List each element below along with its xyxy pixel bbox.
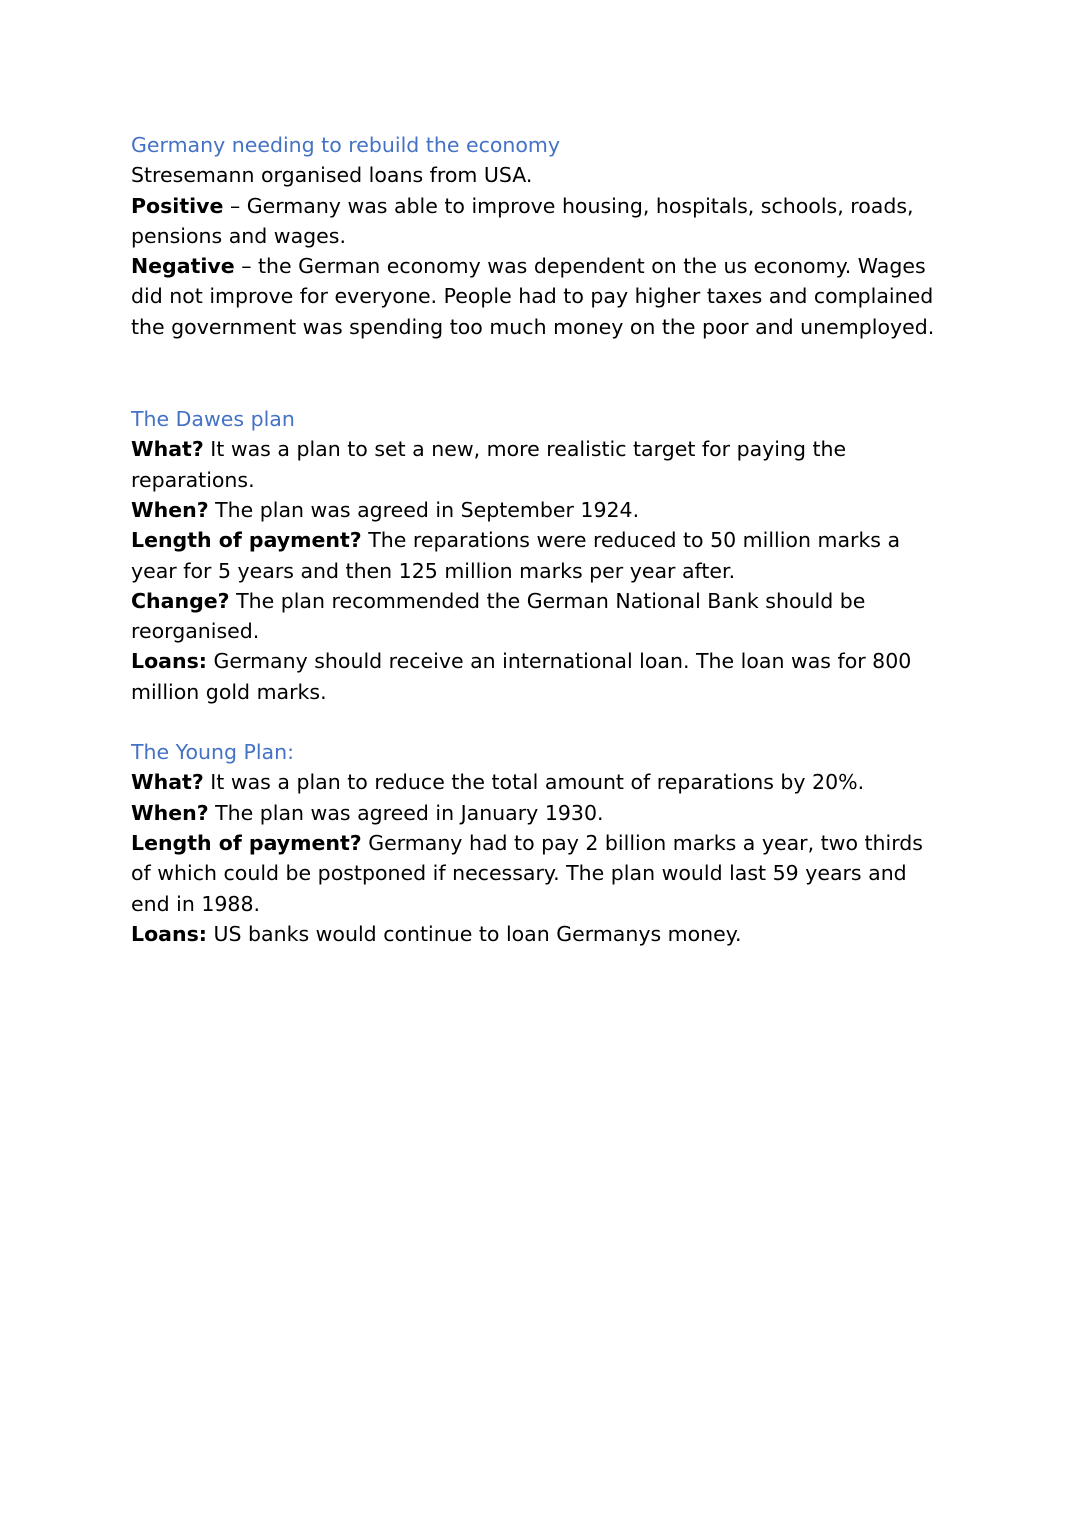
section-heading: The Young Plan: xyxy=(131,740,295,765)
loans-text: Germany should receive an international loan. The loan was for 800 million gold marks. xyxy=(131,649,912,704)
loans-label: Loans: xyxy=(131,921,207,946)
positive-paragraph xyxy=(131,191,941,252)
loans-label: Loans: xyxy=(131,649,207,674)
when-text: The plan was agreed in September 1924. xyxy=(208,497,640,522)
change-label: Change? xyxy=(131,588,230,613)
change-paragraph xyxy=(131,586,941,647)
length-label: Length of payment? xyxy=(131,830,362,855)
positive-text: – Germany was able to improve housing, hospitals, schools, roads, pensions and wages. xyxy=(131,193,914,248)
length-text: The reparations were reduced to 50 million marks a year for 5 years and then 125 million marks per year after. xyxy=(131,528,901,583)
length-text: Germany had to pay 2 billion marks a year, two thirds of which could be postponed if necessary. The plan would last 59 years and end in 1988. xyxy=(131,830,923,916)
loans-paragraph xyxy=(131,646,941,707)
when-paragraph xyxy=(131,798,941,828)
section-young-plan xyxy=(131,737,941,949)
length-paragraph xyxy=(131,828,941,919)
what-paragraph xyxy=(131,434,941,495)
intro-paragraph: Stresemann organised loans from USA. xyxy=(131,163,533,188)
when-text: The plan was agreed in January 1930. xyxy=(208,800,604,825)
section-heading: The Dawes plan xyxy=(131,407,295,432)
document-page xyxy=(131,130,941,949)
what-text: It was a plan to set a new, more realistic target for paying the reparations. xyxy=(131,437,847,492)
when-label: When? xyxy=(131,800,209,825)
section-dawes-plan xyxy=(131,404,941,707)
negative-paragraph xyxy=(131,251,941,342)
when-paragraph xyxy=(131,495,941,525)
when-label: When? xyxy=(131,497,209,522)
section-rebuild-economy xyxy=(131,130,941,342)
loans-paragraph xyxy=(131,919,941,949)
change-text: The plan recommended the German National Bank should be reorganised. xyxy=(131,588,866,644)
positive-label: Positive xyxy=(131,193,224,218)
length-label: Length of payment? xyxy=(131,528,362,553)
loans-text: US banks would continue to loan Germanys money. xyxy=(206,921,742,946)
what-paragraph xyxy=(131,767,941,797)
negative-text: – the German economy was dependent on the us economy. Wages did not improve for everyone. People had to pay higher taxes and complained the government was spending too much money on the poor and unemployed. xyxy=(131,254,935,339)
length-paragraph xyxy=(131,525,941,586)
what-label: What? xyxy=(131,437,204,462)
what-text: It was a plan to reduce the total amount of reparations by 20%. xyxy=(203,770,865,795)
section-heading: Germany needing to rebuild the economy xyxy=(131,133,561,157)
what-label: What? xyxy=(131,770,204,795)
negative-label: Negative xyxy=(131,254,235,279)
